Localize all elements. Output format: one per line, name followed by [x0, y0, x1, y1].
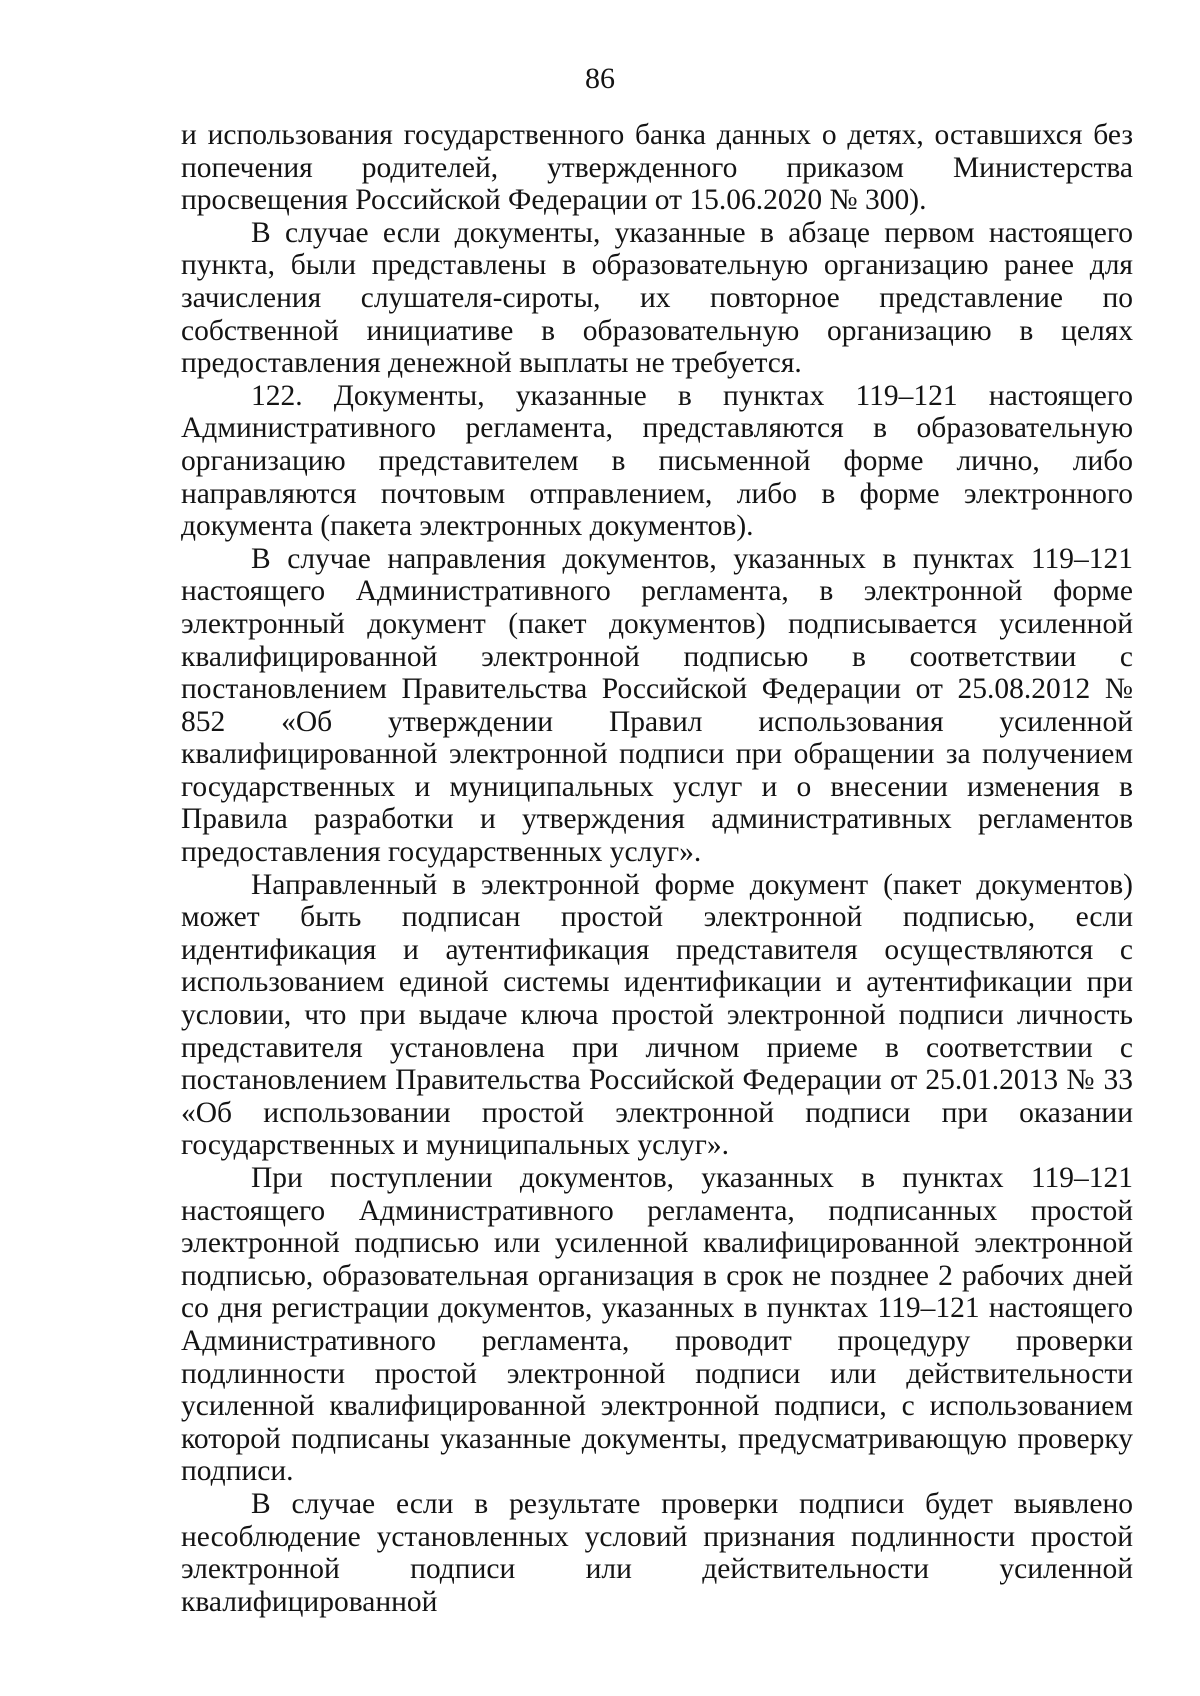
paragraph-simple-signature: Направленный в электронной форме документ (пакет документов) может быть подписан простой электронной подписью, если идентификация и аутентификация представителя осуществляются с использованием единой системы идентификации и аутентификации при условии, что при выдаче ключа простой электронной подписи личность представителя установлена при личном приеме в соответствии с постановлением Правительства Российской Федерации от 25.01.2013 № 33 «Об использовании простой электронной подписи при оказании государственных и муниципальных услуг».	[181, 868, 1133, 1162]
paragraph-resubmission-not-required: В случае если документы, указанные в абзаце первом настоящего пункта, были представлены в образовательную организацию ранее для зачисления слушателя-сироты, их повторное представление по собственной инициативе в образовательную организацию в целях предоставления денежной выплаты не требуется.	[181, 216, 1133, 380]
paragraph-electronic-submission: В случае направления документов, указанных в пунктах 119–121 настоящего Административного регламента, в электронной форме электронный документ (пакет документов) подписывается усиленной квалифицированной электронной подписью в соответствии с постановлением Правительства Российской Федерации от 25.08.2012 № 852 «Об утверждении Правил использования усиленной квалифицированной электронной подписи при обращении за получением государственных и муниципальных услуг и о внесении изменения в Правила разработки и утверждения административных регламентов предоставления государственных услуг».	[181, 542, 1133, 869]
page-number: 86	[585, 62, 615, 95]
document-body	[181, 119, 1133, 1618]
paragraph-verification-failure: В случае если в результате проверки подписи будет выявлено несоблюдение установленных условий признания подлинности простой электронной подписи или действительности усиленной квалифицированной	[181, 1487, 1133, 1618]
paragraph-item-122: 122. Документы, указанные в пунктах 119–121 настоящего Административного регламента, представляются в образовательную организацию представителем в письменной форме лично, либо направляются почтовым отправлением, либо в форме электронного документа (пакета электронных документов).	[181, 379, 1133, 543]
paragraph-signature-verification: При поступлении документов, указанных в пунктах 119–121 настоящего Административного регламента, подписанных простой электронной подписью или усиленной квалифицированной электронной подписью, образовательная организация в срок не позднее 2 рабочих дней со дня регистрации документов, указанных в пунктах 119–121 настоящего Административного регламента, проводит процедуру проверки подлинности простой электронной подписи или действительности усиленной квалифицированной электронной подписи, с использованием которой подписаны указанные документы, предусматривающую проверку подписи.	[181, 1162, 1133, 1488]
paragraph-continuation: и использования государственного банка данных о детях, оставшихся без попечения родителей, утвержденного приказом Министерства просвещения Российской Федерации от 15.06.2020 № 300).	[181, 119, 1133, 217]
